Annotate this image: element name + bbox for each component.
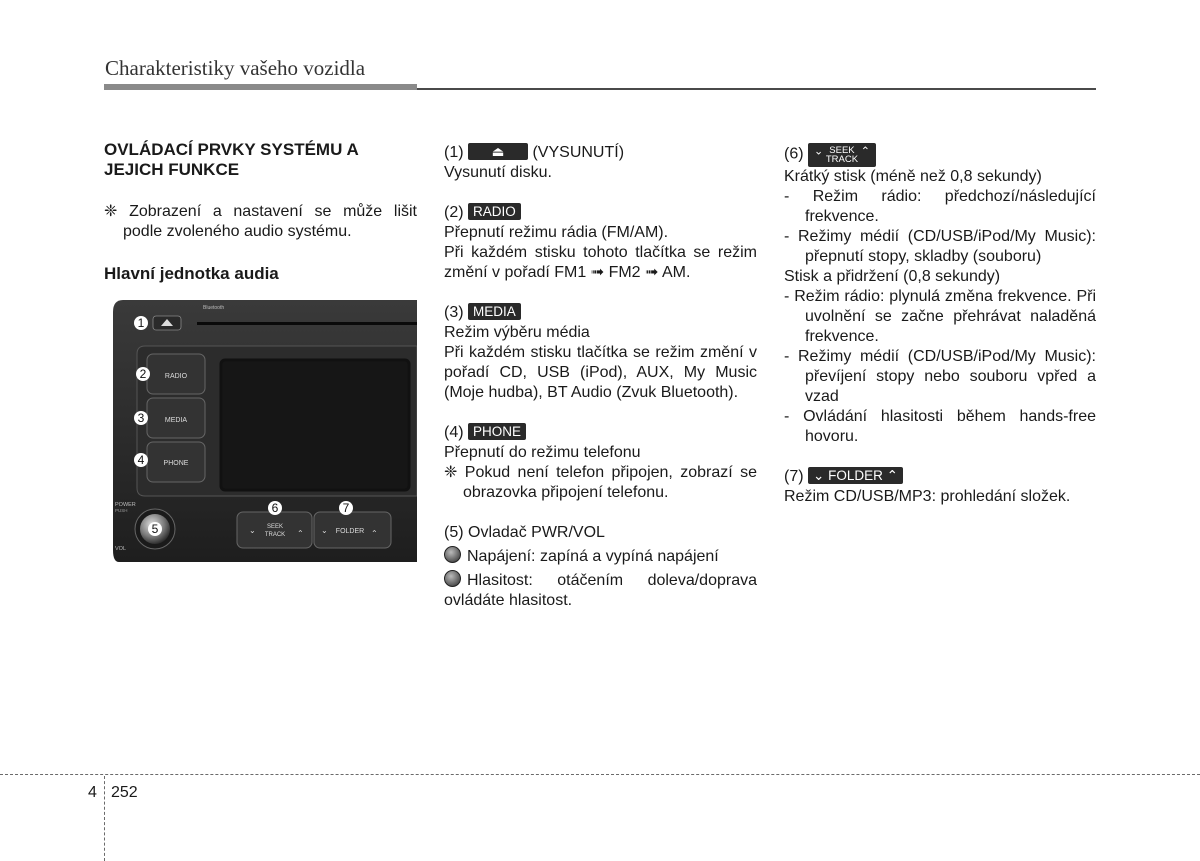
column-middle — [444, 143, 757, 611]
item-number: (6) — [784, 145, 804, 163]
track-label: TRACK — [825, 154, 859, 165]
display-note: ❈ Zobrazení a nastavení se může lišit podle zvoleného audio systému. — [104, 203, 417, 240]
vol-label: VOL — [115, 546, 127, 552]
push-label: PUSH — [115, 508, 128, 513]
page-header-title: Charakteristiky vašeho vozidla — [105, 56, 366, 80]
item-seek-track — [784, 143, 1096, 167]
svg-text:⌃: ⌃ — [297, 529, 304, 538]
eject-desc: Vysunutí disku. — [444, 164, 552, 181]
column-left — [104, 140, 417, 284]
radio-desc-1: Přepnutí režimu rádia (FM/AM). — [444, 224, 669, 241]
item-phone — [444, 423, 757, 443]
phone-tag: PHONE — [468, 423, 526, 440]
volume-desc: Hlasitost: otáčením doleva/doprava ovládáte hlasitost. — [444, 572, 757, 609]
svg-text:4: 4 — [137, 453, 145, 467]
footer-vertical-divider — [104, 776, 105, 861]
eject-icon: ⏏ — [468, 143, 528, 160]
media-desc-2: Při každém stisku tlačítka se režim změní v pořadí CD, USB (iPod), AUX, My Music (Moje hudba), BT Audio (Zvuk Bluetooth). — [444, 344, 757, 401]
folder-tag — [808, 467, 903, 484]
bluetooth-label: Bluetooth — [203, 305, 225, 311]
hold-title: Stisk a přidržení (0,8 sekundy) — [784, 268, 1001, 285]
chevron-down-icon: ⌄ — [813, 468, 825, 483]
pwr-vol-title: (5) Ovladač PWR/VOL — [444, 524, 605, 541]
radio-desc-2: Při každém stisku tohoto tlačítka se režim změní v pořadí FM1 ➟ FM2 ➟ AM. — [444, 244, 757, 281]
seek-track-tag — [808, 143, 876, 167]
short-press-radio: - Režim rádio: předchozí/následující frekvence. — [784, 188, 1096, 225]
volume-desc-row — [444, 570, 757, 611]
media-button-label: MEDIA — [164, 417, 188, 424]
short-press-title: Krátký stisk (méně než 0,8 sekundy) — [784, 168, 1042, 185]
knob-icon — [444, 546, 461, 563]
item-number: (2) — [444, 204, 464, 221]
page-number: 252 — [111, 784, 138, 801]
radio-button-label: RADIO — [164, 373, 188, 380]
seek-button-label: SEEK — [266, 524, 284, 530]
knob-icon — [444, 570, 461, 587]
svg-text:1: 1 — [137, 316, 145, 330]
folder-label: FOLDER — [828, 468, 883, 483]
audio-head-unit-illustration — [113, 300, 417, 562]
item-folder — [784, 467, 1096, 487]
seek-label: SEEK — [829, 145, 855, 156]
svg-text:⌄: ⌄ — [321, 526, 328, 535]
item-number: (3) — [444, 304, 464, 321]
svg-text:⌃: ⌃ — [371, 529, 378, 538]
item-number: (4) — [444, 424, 464, 441]
footer-divider — [0, 774, 1200, 775]
header-rule-thin — [417, 88, 1096, 90]
short-press-media: - Režimy médií (CD/USB/iPod/My Music): přepnutí stopy, skladby (souboru) — [784, 228, 1096, 265]
section-title: OVLÁDACÍ PRVKY SYSTÉMU A JEJICH FUNKCE — [104, 140, 359, 179]
item-number: (1) — [444, 144, 464, 161]
hold-media: - Režimy médií (CD/USB/iPod/My Music): převíjení stopy nebo souboru vpřed a vzad — [784, 348, 1096, 405]
phone-desc: Přepnutí do režimu telefonu — [444, 444, 641, 461]
media-tag: MEDIA — [468, 303, 521, 320]
chevron-up-icon: ⌃ — [886, 468, 898, 483]
hold-radio: - Režim rádio: plynulá změna frekvence. Při uvolnění se začne přehrávat naladěná frekvence. — [784, 288, 1096, 345]
subheading-main-unit: Hlavní jednotka audia — [104, 264, 279, 283]
hold-volume: - Ovládání hlasitosti během hands-free hovoru. — [784, 408, 1096, 445]
folder-button-label: FOLDER — [335, 528, 365, 535]
svg-text:6: 6 — [271, 501, 279, 515]
svg-text:2: 2 — [139, 367, 147, 381]
folder-desc: Režim CD/USB/MP3: prohledání složek. — [784, 488, 1071, 505]
chevron-up-icon: ⌃ — [860, 145, 870, 158]
svg-text:7: 7 — [342, 501, 350, 515]
power-desc-row — [444, 546, 757, 567]
phone-note: ❈ Pokud není telefon připojen, zobrazí se obrazovka připojení telefonu. — [444, 464, 757, 501]
item-media — [444, 303, 757, 323]
phone-button-label: PHONE — [163, 460, 189, 467]
power-desc: Napájení: zapíná a vypíná napájení — [467, 548, 719, 565]
item-number: (7) — [784, 468, 804, 485]
power-label: POWER — [115, 502, 136, 508]
item-radio — [444, 203, 757, 223]
radio-tag: RADIO — [468, 203, 521, 220]
svg-text:3: 3 — [137, 411, 145, 425]
chevron-down-icon: ⌄ — [814, 145, 824, 158]
track-button-label: TRACK — [264, 532, 286, 538]
svg-text:5: 5 — [151, 522, 159, 536]
item-eject — [444, 143, 757, 163]
svg-text:⌄: ⌄ — [249, 526, 256, 535]
eject-label: (VYSUNUTÍ) — [532, 144, 625, 161]
column-right — [784, 143, 1096, 507]
chapter-number: 4 — [88, 784, 97, 801]
header-rule-thick — [104, 84, 417, 90]
media-desc-1: Režim výběru média — [444, 324, 590, 341]
